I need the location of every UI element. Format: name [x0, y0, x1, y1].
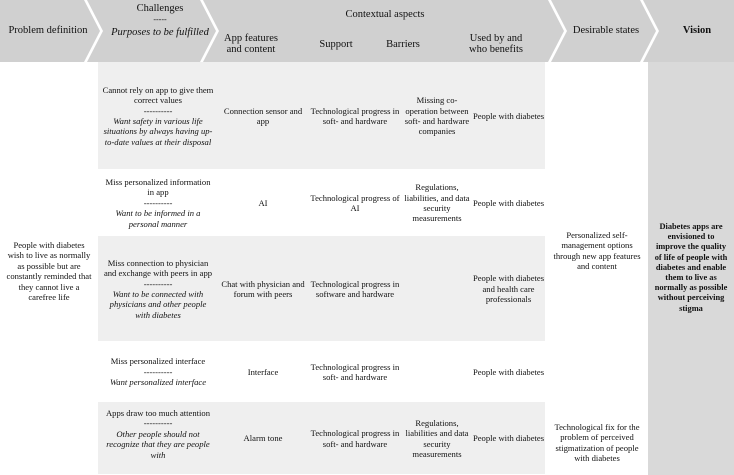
barriers-cell: Missing co-operation between soft- and hardware companies [404, 95, 470, 137]
vision-text: Diabetes apps are envisioned to improve the quality of life of people with diabetes and enable them to live as normally as possible without perceiving stigma [654, 222, 728, 313]
header-barriers: Barriers [386, 39, 420, 50]
challenge-cell [98, 236, 218, 342]
used-by-cell: People with diabetes and health care professionals [472, 273, 545, 305]
challenge-divider: ---------- [143, 418, 173, 429]
challenge-cell [98, 62, 218, 170]
support-cell: Technological progress in soft- and hardware [310, 428, 400, 449]
table-row [98, 236, 545, 342]
table-row [98, 170, 545, 236]
header-used-by: Used by and who benefits [469, 33, 523, 55]
feature-cell: Chat with physician and forum with peers [221, 278, 305, 299]
challenge-text: Cannot rely on app to give them correct values [102, 84, 214, 106]
challenge-divider: ---------- [143, 366, 173, 377]
desirable-state-text: Technological fix for the problem of perceived stigmatization of people with diabetes [554, 422, 640, 464]
feature-cell: Interface [247, 366, 279, 377]
header-challenges: Challenges [136, 3, 184, 14]
barriers-cell [402, 342, 472, 402]
barriers-cell [402, 236, 472, 342]
support-cell: Technological progress in soft- and hardware [310, 361, 400, 382]
challenge-text: Miss connection to physician and exchange with peers in app [103, 257, 213, 279]
challenge-divider: ---------- [143, 278, 173, 289]
header-vision: Vision [682, 25, 712, 36]
rows-area [98, 62, 545, 475]
challenge-cell [98, 170, 218, 236]
table-row [98, 342, 545, 402]
feature-cell: Alarm tone [243, 433, 283, 444]
purpose-text: Want to be informed in a personal manner [115, 208, 201, 229]
feature-cell: Connection sensor and app [223, 105, 303, 126]
problem-column [0, 62, 98, 475]
header-desirable-states: Desirable states [572, 25, 640, 36]
header-contextual-aspects: Contextual aspects [345, 9, 425, 20]
challenge-divider: ---------- [143, 105, 173, 116]
table-row [98, 402, 545, 475]
vision-column [648, 62, 734, 475]
purpose-text: Want to be connected with physicians and other people with diabetes [109, 289, 207, 320]
header-purposes: Purposes to be fulfilled [111, 27, 209, 38]
used-by-cell: People with diabetes [472, 110, 545, 121]
challenge-text: Apps draw too much attention [105, 408, 211, 418]
header-problem-definition: Problem definition [8, 25, 88, 36]
barriers-cell: Regulations, liabilities and data security measurements [405, 417, 469, 459]
support-cell: Technological progress in soft- and hardware [310, 105, 400, 126]
header-support: Support [319, 39, 353, 50]
used-by-cell: People with diabetes [472, 197, 545, 208]
problem-text: People with diabetes wish to live as normally as possible but are constantly reminded that they cannot live a carefree life [6, 240, 92, 303]
support-cell: Technological progress in software and hardware [310, 278, 400, 299]
desirable-state-text: Personalized self-management options through new app features and content [553, 230, 641, 272]
support-cell: Technological progress of AI [310, 192, 400, 213]
challenge-cell [98, 342, 218, 402]
purpose-text: Other people should not recognize that they are people with [106, 428, 210, 460]
purpose-text: Want personalized interface [109, 377, 207, 388]
table-row [98, 62, 545, 170]
feature-cell: AI [258, 197, 268, 208]
header-challenges-divider: ----- [153, 15, 167, 24]
used-by-cell: People with diabetes [472, 433, 545, 444]
header-app-features: App features and content [224, 33, 278, 55]
desirable-states-column [549, 62, 645, 475]
challenge-text: Miss personalized interface [110, 356, 206, 367]
used-by-cell: People with diabetes [472, 366, 545, 377]
challenge-cell [98, 402, 218, 475]
challenge-text: Miss personalized information in app [105, 176, 211, 198]
purpose-text: Want safety in various life situations by always having up-to-date values at their disposal [103, 116, 213, 147]
challenge-divider: ---------- [143, 197, 173, 208]
barriers-cell: Regulations, liabilities, and data security measurements [404, 182, 470, 224]
